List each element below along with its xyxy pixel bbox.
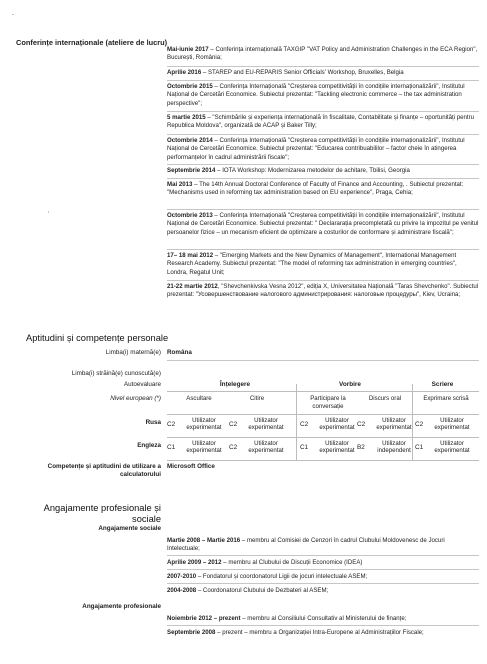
level-description: Utilizator experimentat xyxy=(319,440,355,455)
separator xyxy=(167,280,479,281)
social-engagement-entry: Martie 2008 – Martie 2016 – membru al Comisiei de Cenzori în cadrul Clubului Moldovenesc de Jocuri Intelectuale; xyxy=(167,537,445,553)
conference-entry: Septembrie 2014 – IOTA Workshop: Modernizarea metodelor de achitare, Tbilisi, Georgia xyxy=(167,167,410,174)
separator xyxy=(167,134,479,135)
language-name: Engleza xyxy=(137,442,161,449)
level-code: C2 xyxy=(415,421,424,428)
level-code: C2 xyxy=(229,444,238,451)
professional-engagement-entry: Septembrie 2008 – prezent – membru a Organizației Intra-Europene al Administrațiilor Fiscale; xyxy=(167,629,424,636)
conference-entry: Mai 2013 – The 14th Annual Doctoral Conference of Faculty of Finance and Accounting, . Subiectul prezentat: "Mechanisms used in reforming tax administration based on EU experience", Praga, Cehia; xyxy=(167,181,464,197)
separator xyxy=(167,209,479,210)
writing-header: Scriere xyxy=(431,381,454,388)
level-description: Utilizator experimentat xyxy=(319,417,355,432)
table-rule xyxy=(167,437,479,438)
level-code: C2 xyxy=(300,421,309,428)
conference-entry: Aprilie 2016 – STAREP and EU-REPARIS Senior Officials' Workshop, Bruxelles, Belgia xyxy=(167,69,404,76)
level-description: Utilizator experimentat xyxy=(186,440,222,455)
level-code: B2 xyxy=(357,444,365,451)
separator xyxy=(167,249,479,250)
table-rule xyxy=(296,384,297,460)
level-description: Utilizator experimentat xyxy=(248,417,284,432)
conference-entry: 17– 18 mai 2012 – "Emerging Markets and the New Dynamics of Management", International Management Research Academy. Subiectul prezentat: "The model of reforming tax administration in emerging countries", Londra, Regatul Unit; xyxy=(167,252,457,276)
separator xyxy=(167,625,479,626)
oral-subheader: Discurs oral xyxy=(368,395,402,402)
level-code: C2 xyxy=(167,421,176,428)
separator xyxy=(167,80,479,81)
foreign-languages-label: Limba(i) străină(e) cunoscută(e) xyxy=(71,370,161,377)
listening-subheader: Ascultare xyxy=(186,395,212,402)
level-description: Utilizator experimentat xyxy=(376,417,412,432)
engagements-heading: Angajamente profesionale și sociale xyxy=(43,503,161,524)
mother-tongue-label: Limba(i) maternă(e) xyxy=(105,349,161,356)
level-code: C1 xyxy=(415,444,424,451)
conference-entry: Octombrie 2015 – Conferința Internațională "Creșterea competitivității în condițiile internaționalizării", Institutul Național de Cercetări Economice. Subiectul prezentat: "Tackling electronic commerce – the tax administration perspective"; xyxy=(167,83,465,107)
conference-entry: 5 martie 2015 – "Schimbările și experiența internațională în fiscalitate, Contabilitate și finanțe – oportunități pentru Republica Moldova", organizată de ACAP și Baker Tilly; xyxy=(167,114,475,130)
professional-engagement-entry: Noiembrie 2012 – prezent – membru al Consiliului Consultativ al Ministerului de finanțe; xyxy=(167,615,407,622)
separator xyxy=(167,555,479,556)
conference-entry: Octombrie 2013 – Conferința Internațională "Creșterea competitivității în condițiile internaționalizării", Institutul Național de Cercetări Economice. Subiectul prezentat: " Declararația precompletată cu privire la impozitul pe venitul persoanelor fizice – un mecanism eficient de optimizare a costurilor de conformare și administrare fiscală"; xyxy=(167,212,479,236)
level-code: C2 xyxy=(357,421,366,428)
language-name: Rusa xyxy=(145,419,161,426)
written-subheader: Exprimare scrisă xyxy=(423,395,469,402)
level-description: Utilizator experimentat xyxy=(434,440,470,455)
skills-heading: Aptitudini și competențe personale xyxy=(26,333,169,343)
separator xyxy=(167,583,479,584)
level-code: C1 xyxy=(167,444,176,451)
reading-subheader: Citire xyxy=(249,395,265,402)
professional-engagements-label: Angajamente profesionale xyxy=(82,603,161,610)
conference-entry: Octombrie 2014 – Conferința Internațională "Creșterea competitivității în condițiile internaționalizării", Institutul Național de Cercetări Economice. Subiectul prezentat: "Educarea contribuabililor – factor cheie în atingerea performanțelor în cadrul administrării fiscale"; xyxy=(167,137,465,161)
social-engagement-entry: Aprilie 2009 – 2012 – membru al Clubului de Discuții Economice (IDEA) xyxy=(167,559,363,566)
separator xyxy=(167,360,479,361)
scan-mark: ' xyxy=(48,212,50,218)
social-engagement-entry: 2004-2008 – Coordonatorul Clubului de Dezbateri al ASEM; xyxy=(167,587,329,594)
understanding-header: Înțelegere xyxy=(219,381,251,388)
separator xyxy=(167,66,479,67)
conference-entry: Mai-iunie 2017 – Conferința internațională TAXGIP "VAT Policy and Administration Challenges in the ECA Region", București, România; xyxy=(167,46,478,62)
european-level-label: Nivel european (*) xyxy=(110,395,161,402)
self-assessment-label: Autoevaluare xyxy=(123,381,161,388)
mother-tongue-value: Româna xyxy=(167,349,192,356)
social-engagement-entry: 2007-2010 – Fondatorul și coordonatorul Ligii de jocuri intelectuale ASEM; xyxy=(167,573,368,580)
computer-skills-value: Microsoft Office xyxy=(167,463,215,470)
level-description: Utilizator independent xyxy=(377,440,411,455)
computer-skills-label: Competențe și aptitudini de utilizare a calculatorului xyxy=(47,463,161,479)
separator xyxy=(167,111,479,112)
interaction-subheader: Participare la conversație xyxy=(310,395,346,410)
social-engagements-label: Angajamente sociale xyxy=(98,525,161,532)
table-rule xyxy=(167,460,479,461)
speaking-header: Vorbire xyxy=(339,381,361,388)
level-description: Utilizator experimentat xyxy=(186,417,222,432)
level-description: Utilizator experimentat xyxy=(248,440,284,455)
conference-entry: 21-22 martie 2012, "Shevchenkivska Vesna 2012", ediția X, Universitatea Națională "Taras Shevchenko". Subiectul prezentat: "Усовершенствование налогового администрирования: налоговые процедуры", Kiev, Ucraina; xyxy=(167,283,479,299)
separator xyxy=(167,569,479,570)
level-code: C2 xyxy=(229,421,238,428)
separator xyxy=(167,164,479,165)
table-rule xyxy=(167,414,479,415)
table-rule xyxy=(167,391,479,392)
conferences-label: Conferințe internaționale (ateliere de lucru) xyxy=(16,38,168,47)
scan-mark: - xyxy=(12,12,14,18)
separator xyxy=(167,178,479,179)
level-description: Utilizator experimentat xyxy=(434,417,470,432)
level-code: C1 xyxy=(300,444,309,451)
